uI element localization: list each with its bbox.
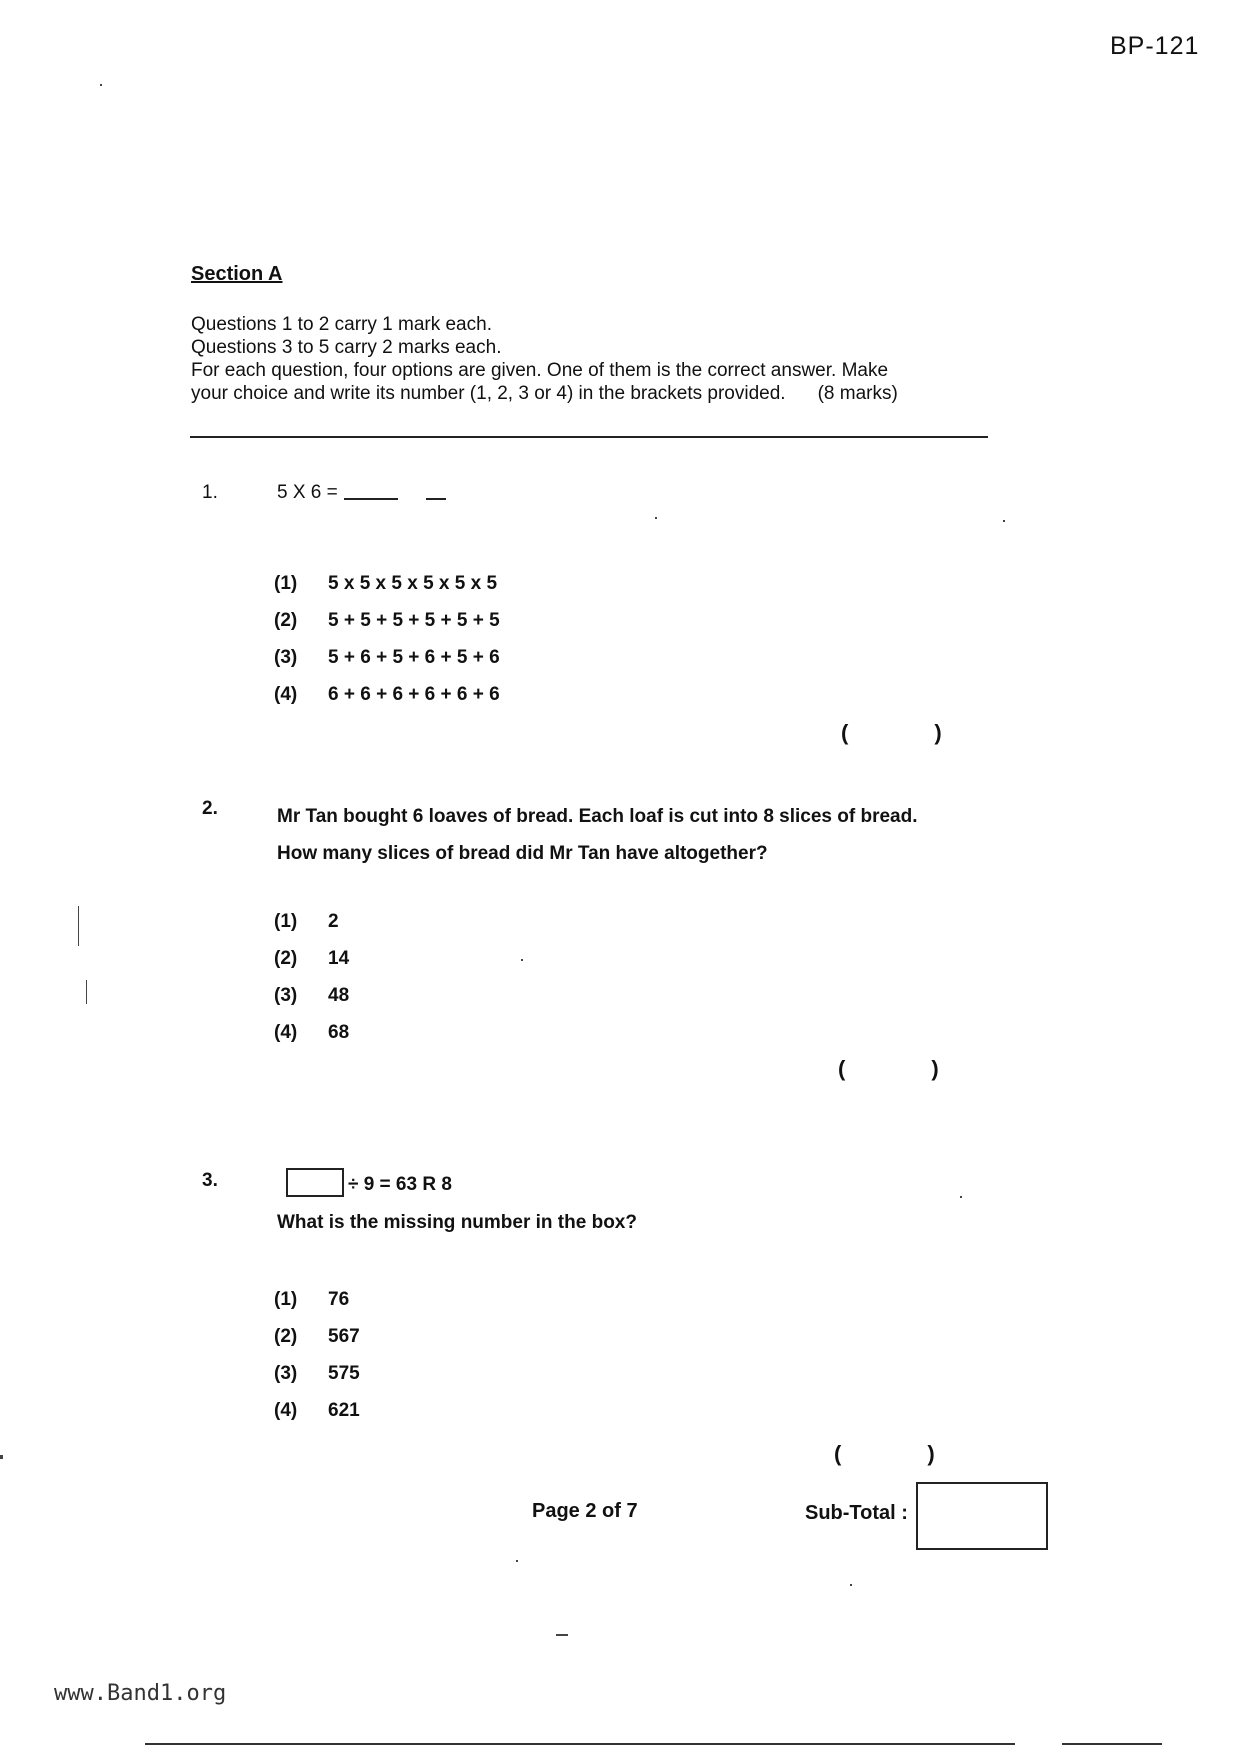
answer-blank: [426, 498, 446, 500]
option: (4) 68: [274, 1021, 350, 1043]
scan-speck: [100, 84, 102, 86]
option: (1) 2: [274, 910, 339, 932]
question-1-number: 1.: [202, 482, 218, 503]
instruction-line: Questions 3 to 5 carry 2 marks each.: [191, 337, 502, 358]
divider: [190, 436, 988, 438]
question-1-options: [274, 565, 500, 713]
answer-brackets[interactable]: ( ): [841, 720, 942, 745]
scan-speck: [0, 1455, 3, 1459]
question-3-options: [274, 1281, 360, 1429]
subtotal-box[interactable]: [916, 1482, 1048, 1550]
answer-brackets[interactable]: ( ): [834, 1441, 935, 1466]
option: (3) 5 + 6 + 5 + 6 + 5 + 6: [274, 646, 500, 668]
scan-speck: [1003, 520, 1005, 522]
page-number: Page 2 of 7: [532, 1500, 638, 1522]
scan-line: [1062, 1743, 1162, 1745]
answer-blank: [344, 498, 398, 500]
scan-speck: [850, 1584, 852, 1586]
instruction-line: your choice and write its number (1, 2, 3 or 4) in the brackets provided. (8 marks): [191, 383, 898, 404]
scan-speck: [960, 1196, 962, 1198]
option: (3) 575: [274, 1362, 360, 1384]
option: (4) 621: [274, 1399, 360, 1421]
question-2-number: 2.: [202, 798, 218, 819]
subtotal-label: Sub-Total :: [805, 1502, 908, 1524]
answer-brackets[interactable]: ( ): [838, 1056, 939, 1081]
scan-line: [145, 1743, 1015, 1745]
scan-speck: [86, 980, 87, 1004]
scan-speck: [655, 517, 657, 519]
option: (1) 76: [274, 1288, 350, 1310]
question-3-number: 3.: [202, 1170, 218, 1191]
option: (2) 14: [274, 947, 350, 969]
question-1-text: 5 X 6 =: [277, 482, 446, 504]
instruction-line: Questions 1 to 2 carry 1 mark each.: [191, 314, 492, 335]
scan-speck: [516, 1560, 518, 1562]
option: (2) 5 + 5 + 5 + 5 + 5 + 5: [274, 609, 500, 631]
option: (4) 6 + 6 + 6 + 6 + 6 + 6: [274, 683, 500, 705]
scan-speck: [521, 959, 523, 961]
question-3-equation: ÷ 9 = 63 R 8: [286, 1168, 452, 1197]
document-code: BP-121: [1110, 32, 1200, 60]
question-3-prompt: What is the missing number in the box?: [277, 1212, 637, 1233]
scan-speck: [556, 1634, 568, 1636]
watermark: www.Band1.org: [54, 1681, 227, 1706]
option: (2) 567: [274, 1325, 360, 1347]
missing-number-box[interactable]: [286, 1168, 344, 1197]
marks-total: (8 marks): [817, 383, 898, 404]
question-2-text: Mr Tan bought 6 loaves of bread. Each loaf is cut into 8 slices of bread. How many slices of bread did Mr Tan have altogether?: [277, 806, 918, 864]
option: (3) 48: [274, 984, 350, 1006]
instruction-line: For each question, four options are given. One of them is the correct answer. Make: [191, 360, 889, 381]
section-title: Section A: [191, 263, 283, 285]
question-2-options: [274, 903, 349, 1051]
scan-speck: [78, 906, 79, 946]
option: (1) 5 x 5 x 5 x 5 x 5 x 5: [274, 572, 498, 594]
instructions: [191, 313, 991, 405]
